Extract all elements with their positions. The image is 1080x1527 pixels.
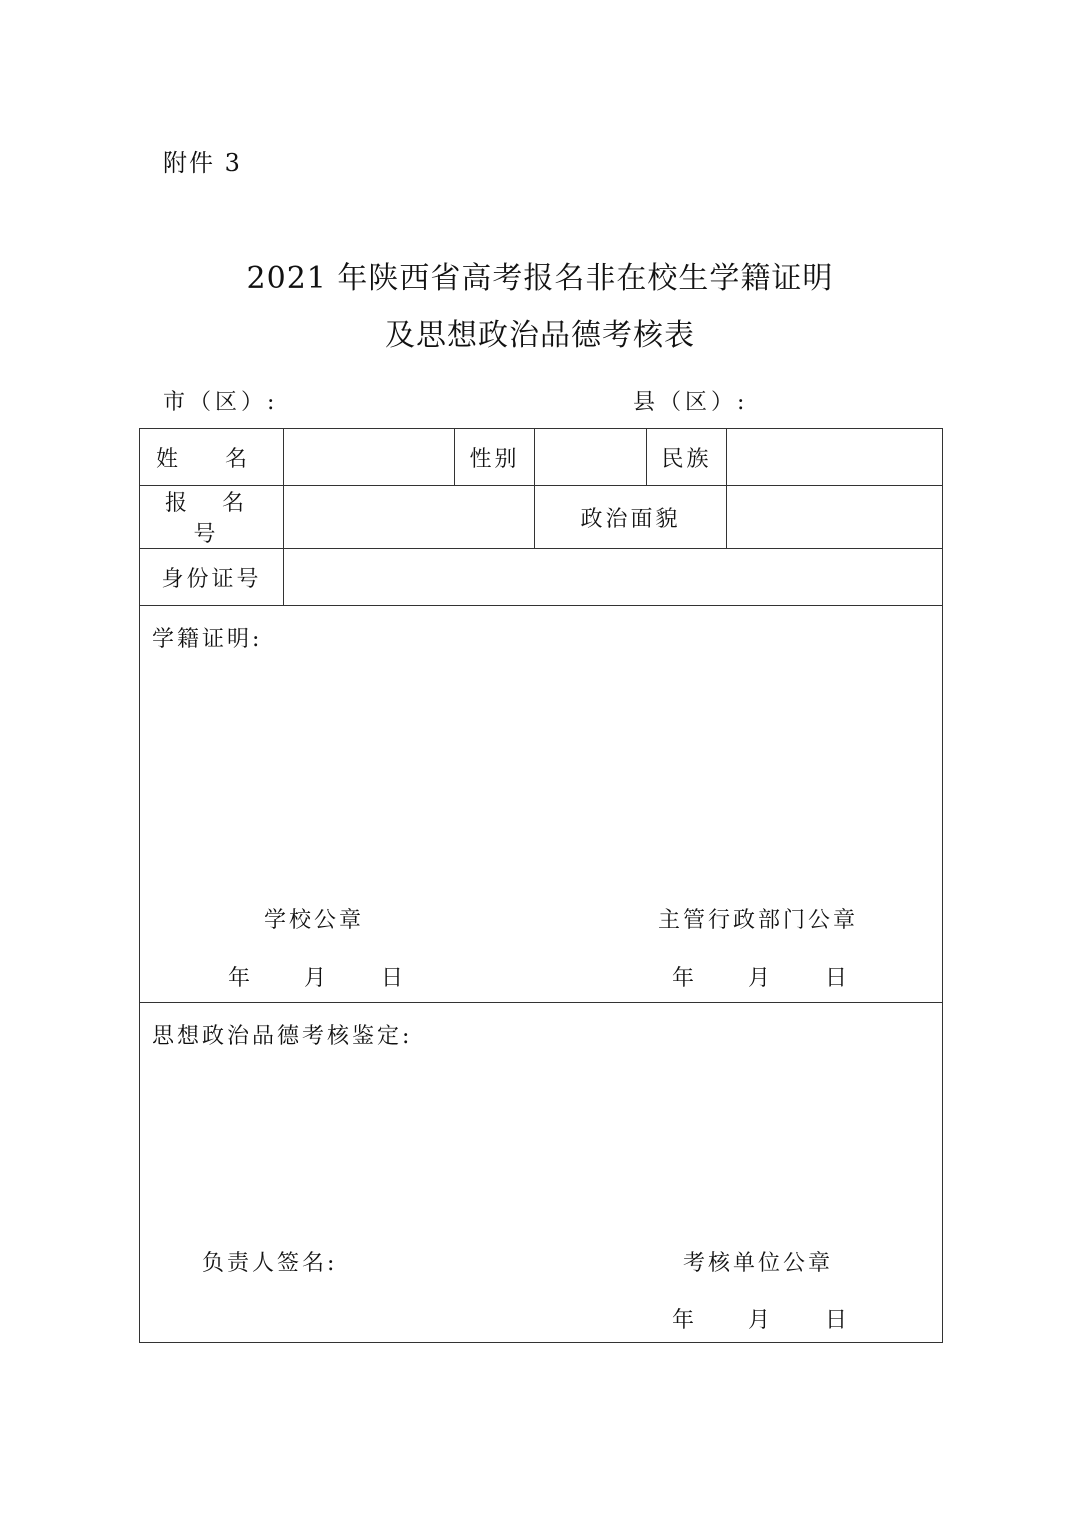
student-status-proof-label: 学籍证明: [152, 627, 263, 652]
attachment-label: 附件 3 [163, 149, 242, 177]
school-date-year: 年 [228, 966, 254, 991]
evaluation-unit-seal-label: 考核单位公章 [683, 1251, 834, 1276]
responsible-person-signature-label: 负责人签名: [202, 1251, 338, 1276]
school-date-day: 日 [381, 966, 407, 991]
dept-date-year: 年 [672, 966, 698, 991]
form-title-line2: 及思想政治品德考核表 [385, 318, 695, 353]
form-title-line1: 2021 年陕西省高考报名非在校生学籍证明 [246, 261, 834, 296]
school-date-month: 月 [304, 966, 330, 991]
ethnicity-field[interactable] [727, 429, 943, 486]
political-status-field[interactable] [727, 486, 943, 549]
table-row [140, 486, 943, 549]
moral-evaluation-section[interactable] [140, 1003, 943, 1343]
student-status-proof-section[interactable] [140, 606, 943, 1003]
moral-evaluation-label: 思想政治品德考核鉴定: [152, 1024, 413, 1049]
table-row [140, 606, 943, 1003]
city-district-label: 市（区）: [163, 390, 279, 415]
ethnicity-label: 民族 [647, 429, 727, 486]
table-row [140, 1003, 943, 1343]
table-row [140, 549, 943, 606]
dept-date-month: 月 [748, 966, 774, 991]
table-row [140, 429, 943, 486]
evaluation-date-month: 月 [748, 1308, 774, 1333]
dept-date-day: 日 [825, 966, 851, 991]
gender-field[interactable] [535, 429, 647, 486]
id-number-label: 身份证号 [140, 549, 284, 606]
county-district-label: 县（区）: [633, 390, 749, 415]
gender-label: 性别 [455, 429, 535, 486]
evaluation-date-year: 年 [672, 1308, 698, 1333]
registration-form-table [139, 428, 943, 1343]
evaluation-date-day: 日 [825, 1308, 851, 1333]
political-status-label: 政治面貌 [535, 486, 727, 549]
id-number-field[interactable] [284, 549, 943, 606]
school-seal-label: 学校公章 [264, 908, 365, 933]
registration-number-label: 报 名 号 [140, 486, 284, 549]
admin-dept-seal-label: 主管行政部门公章 [658, 908, 859, 933]
name-label: 姓 名 [140, 429, 284, 486]
name-field[interactable] [284, 429, 455, 486]
registration-number-field[interactable] [284, 486, 535, 549]
